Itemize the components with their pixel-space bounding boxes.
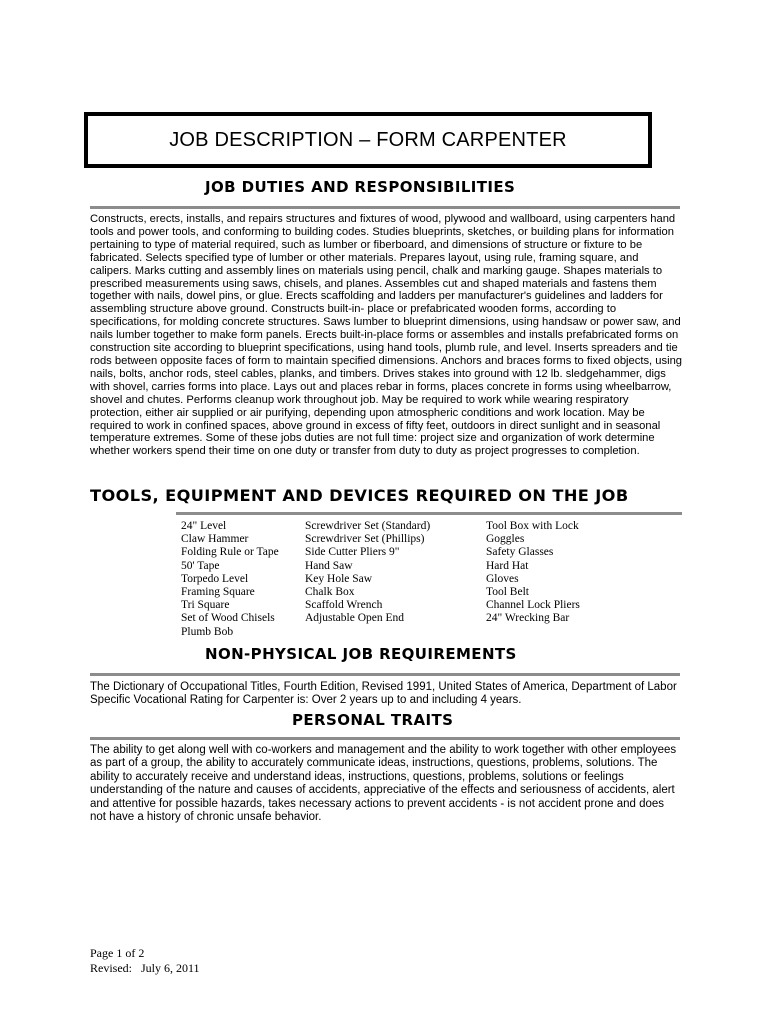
title-box: [84, 112, 652, 168]
page-footer: [90, 946, 200, 976]
tool-item: Gloves: [486, 572, 519, 585]
tool-item: 50' Tape: [181, 559, 220, 572]
tools-column-1: [181, 520, 279, 639]
tool-item: Hard Hat: [486, 559, 529, 572]
tool-item: Hand Saw: [305, 559, 353, 572]
traits-text: The ability to get along well with co-workers and management and the ability to work together with other employees as part of a group, the ability to accurately communicate ideas, instructions, questions, problems, solutions. The ability to accurately receive and understand ideas, instructions, questions, problems, solutions or feelings understanding of the nature and causes of accidents, appreciative of the effects and seriousness of accidents, alert and attentive for possible hazards, takes necessary actions to prevent accidents - is not accident prone and does not have a history of chronic unsafe behavior.: [90, 744, 677, 824]
tool-item: Channel Lock Pliers: [486, 599, 580, 612]
non-physical-rule: [90, 673, 680, 676]
tool-item: Side Cutter Pliers 9": [305, 546, 400, 559]
tool-item: Tool Belt: [486, 586, 529, 599]
tool-item: Screwdriver Set (Standard): [305, 520, 431, 532]
tool-item: Goggles: [486, 533, 525, 546]
duties-text: Constructs, erects, installs, and repairs structures and fixtures of wood, plywood and wallboard, using carpenters hand tools and power tools, and conforming to building codes. Studies blueprints, sketches, or building plans for information pertaining to type of material required, such as lumber or fiberboard, and dimensions of structure or fixture to be fabricated. Selects specified type of lumber or other materials. Prepares layout, using rule, framing square, and calipers. Marks cutting and assembly lines on materials using pencil, chalk and marking gauge. Shapes materials to prescribed measurements using saws, chisels, and planes. Assembles cut and shaped materials and fastens them together with nails, dowel pins, or glue. Erects scaffolding and ladders per manufacturer's guidelines and ladders for assembling structure above ground. Constructs built-in- place or prefabricated wooden forms, according to specifications, for molding concrete structures. Saws lumber to blueprint dimensions, using handsaw or power saw, and nails lumber together to make form panels. Erects built-in-place forms or assembles and installs prefabricated forms on construction site according to blueprint specifications, using hand tools, plumb rule, and level. Inserts spreaders and tie rods between opposite faces of form to maintain specified dimensions. Anchors and braces forms to fixed objects, using nails, bolts, anchor rods, steel cables, planks, and timbers. Drives stakes into ground with 12 lb. sledgehammer, digs with shovel, carries forms into place. Lays out and places rebar in forms, places concrete in forms using wheelbarrow, shovel and chutes. Performs cleanup work throughout job. May be required to work while wearing respiratory protection, either air supplied or air purifying, depending upon atmospheric conditions and work location. May be required to work in confined spaces, above ground in excess of fifty feet, outdoors in direct sunlight and in seasonal temperature extremes. Some of these jobs duties are not full time: project size and organization of work determine whether workers spend their time on one duty or transfer from duty to duty as project progresses to completion.: [90, 213, 683, 458]
tool-item: 24" Level: [181, 520, 227, 532]
tool-item: Set of Wood Chisels: [181, 612, 275, 625]
non-physical-heading: NON-PHYSICAL JOB REQUIREMENTS: [205, 645, 517, 663]
traits-rule: [90, 737, 680, 740]
tool-item: Claw Hammer: [181, 533, 249, 546]
tool-item: Folding Rule or Tape: [181, 546, 279, 559]
duties-rule: [90, 206, 680, 209]
tool-item: Tri Square: [181, 599, 230, 612]
non-physical-text: The Dictionary of Occupational Titles, Fourth Edition, Revised 1991, United States of America, Department of Labor Specific Vocational Rating for Carpenter is: Over 2 years up to and including 4 years.: [90, 681, 677, 707]
revised-date: Revised: July 6, 2011: [90, 961, 200, 975]
tool-item: Adjustable Open End: [305, 612, 405, 625]
tool-item: Framing Square: [181, 586, 255, 599]
tools-rule: [176, 512, 682, 515]
tool-item: Plumb Bob: [181, 625, 234, 638]
tools-column-3: [486, 520, 580, 626]
tool-item: Safety Glasses: [486, 546, 554, 559]
tool-item: Scaffold Wrench: [305, 599, 383, 612]
tool-item: Key Hole Saw: [305, 572, 373, 585]
tool-item: Chalk Box: [305, 586, 355, 599]
tools-heading: TOOLS, EQUIPMENT AND DEVICES REQUIRED ON THE JOB: [90, 486, 629, 505]
tools-column-2: [305, 520, 430, 626]
page-number: Page 1 of 2: [90, 946, 145, 960]
document-title: JOB DESCRIPTION – FORM CARPENTER: [169, 128, 567, 151]
tool-item: Screwdriver Set (Phillips): [305, 533, 425, 546]
tool-item: 24" Wrecking Bar: [486, 612, 570, 625]
traits-heading: PERSONAL TRAITS: [292, 711, 454, 729]
tool-item: Tool Box with Lock: [486, 520, 579, 532]
duties-heading: JOB DUTIES AND RESPONSIBILITIES: [205, 178, 516, 196]
tool-item: Torpedo Level: [181, 572, 249, 585]
